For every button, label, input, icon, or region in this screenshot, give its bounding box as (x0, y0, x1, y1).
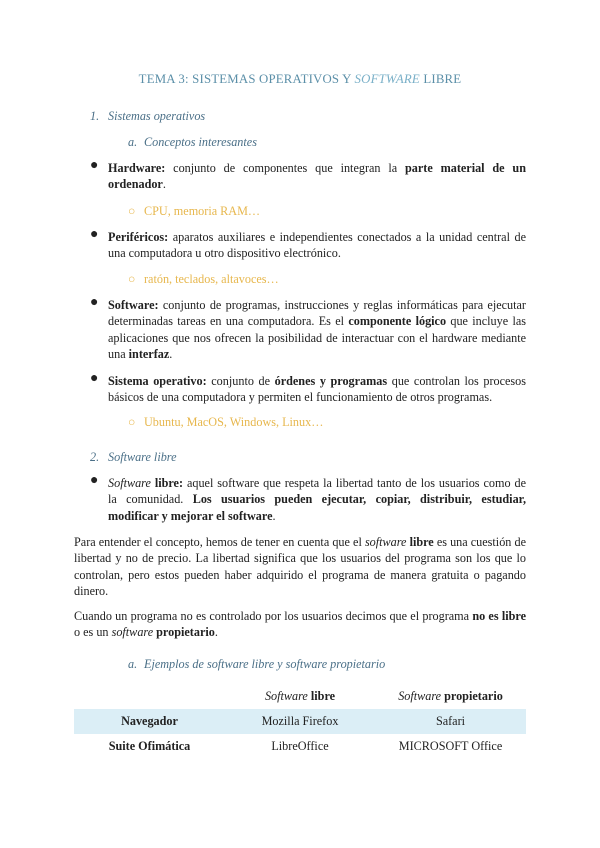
table-cell: Suite Ofimática (108, 739, 191, 753)
sub-item-hardware: ○ CPU, memoria RAM… (128, 204, 261, 218)
table-header-cell: Software propietario (398, 689, 503, 703)
bullet-icon: ● (90, 371, 99, 386)
sub-item-sistema-operativo: ○ Ubuntu, MacOS, Windows, Linux… (128, 415, 324, 429)
table-row (74, 709, 526, 734)
table-cell: MICROSOFT Office (398, 739, 503, 753)
table-cell: Navegador (74, 709, 225, 734)
paragraph-concepto: Para entender el concepto, hemos de tener en cuenta que el software libre es una cuestión de libertad y no de precio. La libertad significa que los usuarios del programa son los que lo controlan, pero estos pueden haber adquirido el programa de manera gratuita o pagando dinero. (74, 535, 526, 599)
subsection-heading-2a: a. Ejemplos de software libre y software propietario (128, 657, 386, 671)
section-heading-1: 1. Sistemas operativos (90, 109, 206, 123)
table-header-cell (74, 684, 225, 709)
paragraph-propietario: Cuando un programa no es controlado por los usuarios decimos que el programa no es libre o es un software propietario. (74, 609, 526, 640)
section-heading-2: 2. Software libre (90, 450, 177, 464)
bullet-software-libre: Software libre: aquel software que respeta la libertad tanto de los usuarios como de la comunidad. Los usuarios pueden ejecutar, copiar, distribuir, estudiar, modificar y mejorar el software. (108, 476, 526, 523)
table-row (74, 734, 526, 759)
bullet-perifericos: Periféricos: aparatos auxiliares e independientes conectados a la unidad central de una computadora u otro dispositivo electrónico. (108, 230, 526, 261)
table-header-cell: Software libre (264, 689, 336, 703)
circle-bullet-icon: ○ (128, 204, 136, 218)
bullet-icon: ● (90, 227, 99, 242)
table-header-row (74, 684, 526, 709)
circle-bullet-icon: ○ (128, 272, 136, 286)
comparison-table (74, 684, 526, 759)
bullet-software: Software: conjunto de programas, instrucciones y reglas informáticas para ejecutar determinadas tareas en una computadora. Es el componente lógico que incluye las aplicaciones que nos ofrecen la posibilidad de interactuar con el hardware mediante una interfaz. (108, 298, 526, 362)
bullet-icon: ● (90, 158, 99, 173)
subsection-heading-1a: a. Conceptos interesantes (128, 135, 257, 149)
table-cell: Mozilla Firefox (225, 709, 375, 734)
page-title: TEMA 3: SISTEMAS OPERATIVOS Y SOFTWARE LIBRE (138, 72, 462, 86)
bullet-icon: ● (90, 473, 99, 488)
bullet-hardware: Hardware: conjunto de componentes que integran la parte material de un ordenador. (108, 161, 526, 192)
bullet-icon: ● (90, 295, 99, 310)
circle-bullet-icon: ○ (128, 415, 136, 429)
table-cell: Safari (375, 709, 526, 734)
bullet-sistema-operativo: Sistema operativo: conjunto de órdenes y programas que controlan los procesos básicos de una computadora y permiten el funcionamiento de otros programas. (108, 374, 526, 405)
table-cell: LibreOffice (271, 739, 329, 753)
sub-item-perifericos: ○ ratón, teclados, altavoces… (128, 272, 279, 286)
